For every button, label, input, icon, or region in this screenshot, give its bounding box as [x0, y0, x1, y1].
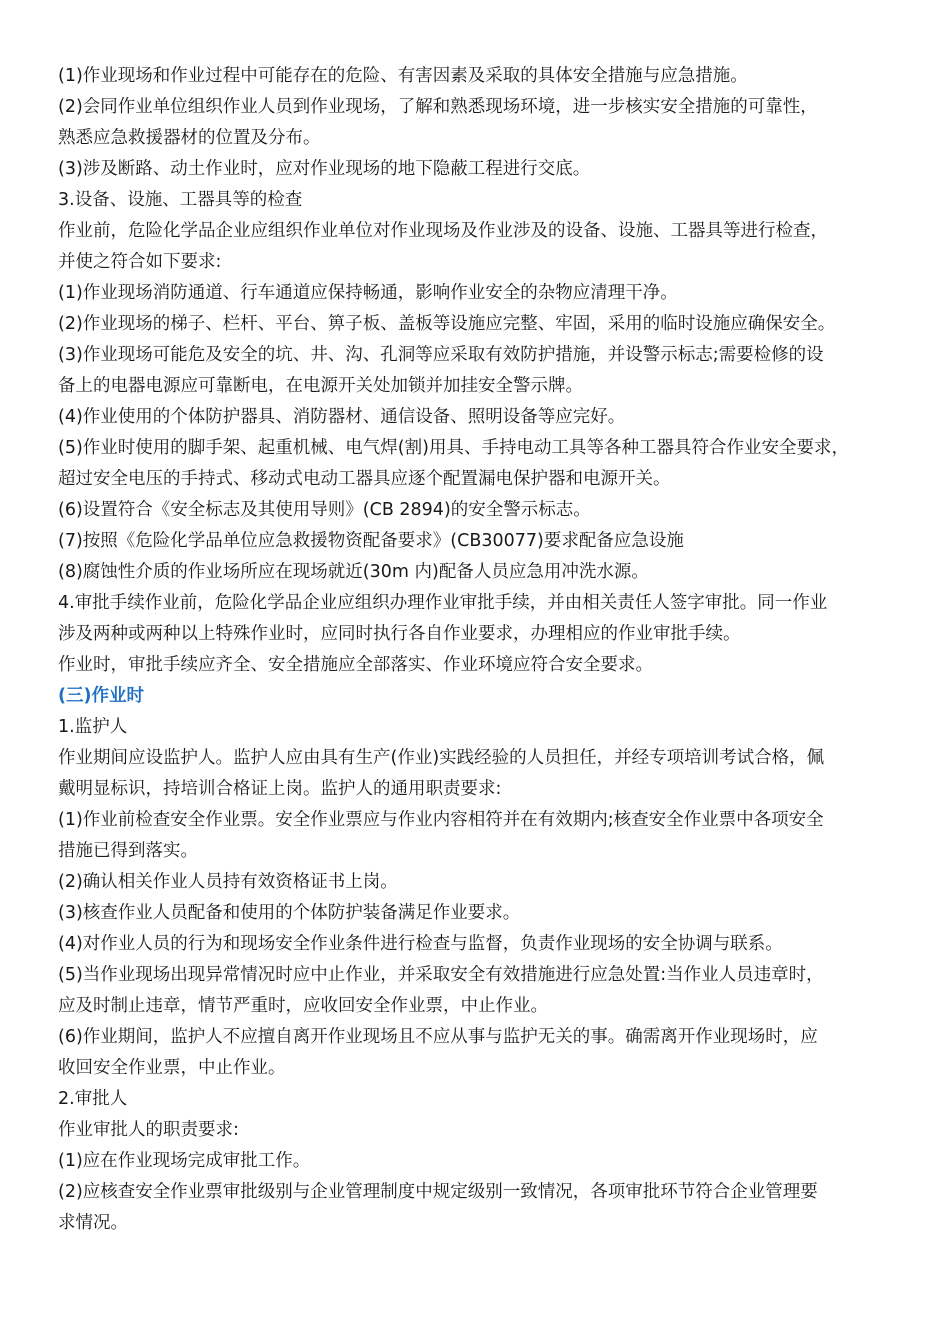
item-guardian-4 — [58, 929, 890, 960]
text-line: 超过安全电压的手持式、移动式电动工器具应逐个配置漏电保护器和电源开关。 — [58, 469, 671, 489]
item-guardian-1 — [58, 805, 890, 867]
text-line: (2)确认相关作业人员持有效资格证书上岗。 — [58, 872, 398, 892]
text-line: (3)涉及断路、动土作业时，应对作业现场的地下隐蔽工程进行交底。 — [58, 159, 591, 179]
text-line: (2)作业现场的梯子、栏杆、平台、箅子板、盖板等设施应完整、牢固，采用的临时设施应确保安全。 — [58, 314, 836, 334]
item-equipment-1 — [58, 278, 890, 309]
text-line: (7)按照《危险化学品单位应急救援物资配备要求》(CB30077)要求配备应急设施 — [58, 531, 684, 551]
paragraph-approval-procedure — [58, 588, 890, 650]
text-line: 备上的电器电源应可靠断电，在电源开关处加锁并加挂安全警示牌。 — [58, 376, 583, 396]
item-approver-2 — [58, 1177, 890, 1239]
item-equipment-5 — [58, 433, 890, 495]
item-equipment-7 — [58, 526, 890, 557]
text-line: 4.审批手续作业前，危险化学品企业应组织办理作业审批手续，并由相关责任人签字审批。同一作业 — [58, 593, 828, 613]
subheading-approver — [58, 1084, 890, 1115]
text-line: (1)应在作业现场完成审批工作。 — [58, 1151, 311, 1171]
text-line: (3)核查作业人员配备和使用的个体防护装备满足作业要求。 — [58, 903, 521, 923]
paragraph-pre-work-check — [58, 216, 890, 278]
item-equipment-3 — [58, 340, 890, 402]
section-heading: (三)作业时 — [58, 686, 144, 706]
document-page — [58, 61, 890, 1239]
text-line: (5)作业时使用的脚手架、起重机械、电气焊(割)用具、手持电动工具等各种工器具符合作业安全要求， — [58, 438, 849, 458]
text-line: (1)作业现场和作业过程中可能存在的危险、有害因素及采取的具体安全措施与应急措施。 — [58, 66, 748, 86]
text-line: 戴明显标识，持培训合格证上岗。监护人的通用职责要求: — [58, 779, 502, 799]
item-equipment-4 — [58, 402, 890, 433]
text-line: (3)作业现场可能危及安全的坑、井、沟、孔洞等应采取有效防护措施，并设警示标志;需要检修的设 — [58, 345, 824, 365]
subheading: 1.监护人 — [58, 717, 128, 737]
text-line: (8)腐蚀性介质的作业场所应在现场就近(30m 内)配备人员应急用冲洗水源。 — [58, 562, 649, 582]
section-heading-during-work — [58, 681, 890, 712]
item-approver-1 — [58, 1146, 890, 1177]
item-1 — [58, 61, 890, 92]
text-line: (6)作业期间，监护人不应擅自离开作业现场且不应从事与监护无关的事。确需离开作业现场时，应 — [58, 1027, 818, 1047]
text-line: (1)作业现场消防通道、行车通道应保持畅通，影响作业安全的杂物应清理干净。 — [58, 283, 678, 303]
item-guardian-6 — [58, 1022, 890, 1084]
item-equipment-6 — [58, 495, 890, 526]
text-line: 并使之符合如下要求: — [58, 252, 222, 272]
text-line: 作业前，危险化学品企业应组织作业单位对作业现场及作业涉及的设备、设施、工器具等进行检查， — [58, 221, 828, 241]
item-equipment-8 — [58, 557, 890, 588]
text-line: 作业审批人的职责要求: — [58, 1120, 239, 1140]
subheading-equipment-check — [58, 185, 890, 216]
item-2 — [58, 92, 890, 154]
text-line: 收回安全作业票，中止作业。 — [58, 1058, 286, 1078]
text-line: (2)会同作业单位组织作业人员到作业现场，了解和熟悉现场环境，进一步核实安全措施的可靠性， — [58, 97, 818, 117]
text-line: (4)对作业人员的行为和现场安全作业条件进行检查与监督，负责作业现场的安全协调与联系。 — [58, 934, 783, 954]
subheading-guardian — [58, 712, 890, 743]
text-line: 作业时，审批手续应齐全、安全措施应全部落实、作业环境应符合安全要求。 — [58, 655, 653, 675]
text-line: 作业期间应设监护人。监护人应由具有生产(作业)实践经验的人员担任，并经专项培训考试合格，佩 — [58, 748, 825, 768]
item-equipment-2 — [58, 309, 890, 340]
text-line: 熟悉应急救援器材的位置及分布。 — [58, 128, 321, 148]
text-line: (5)当作业现场出现异常情况时应中止作业，并采取安全有效措施进行应急处置:当作业人员违章时， — [58, 965, 824, 985]
item-guardian-5 — [58, 960, 890, 1022]
text-line: (4)作业使用的个体防护器具、消防器材、通信设备、照明设备等应完好。 — [58, 407, 626, 427]
text-line: 应及时制止违章，情节严重时，应收回安全作业票，中止作业。 — [58, 996, 548, 1016]
item-guardian-3 — [58, 898, 890, 929]
paragraph-approval-complete — [58, 650, 890, 681]
paragraph-guardian-intro — [58, 743, 890, 805]
text-line: (2)应核查安全作业票审批级别与企业管理制度中规定级别一致情况，各项审批环节符合企业管理要 — [58, 1182, 818, 1202]
item-3 — [58, 154, 890, 185]
subheading: 3.设备、设施、工器具等的检查 — [58, 190, 303, 210]
paragraph-approver-intro — [58, 1115, 890, 1146]
text-line: (6)设置符合《安全标志及其使用导则》(CB 2894)的安全警示标志。 — [58, 500, 591, 520]
text-line: 措施已得到落实。 — [58, 841, 198, 861]
subheading: 2.审批人 — [58, 1089, 128, 1109]
text-line: (1)作业前检查安全作业票。安全作业票应与作业内容相符并在有效期内;核查安全作业票中各项安全 — [58, 810, 824, 830]
item-guardian-2 — [58, 867, 890, 898]
text-line: 求情况。 — [58, 1213, 128, 1233]
text-line: 涉及两种或两种以上特殊作业时，应同时执行各自作业要求，办理相应的作业审批手续。 — [58, 624, 741, 644]
